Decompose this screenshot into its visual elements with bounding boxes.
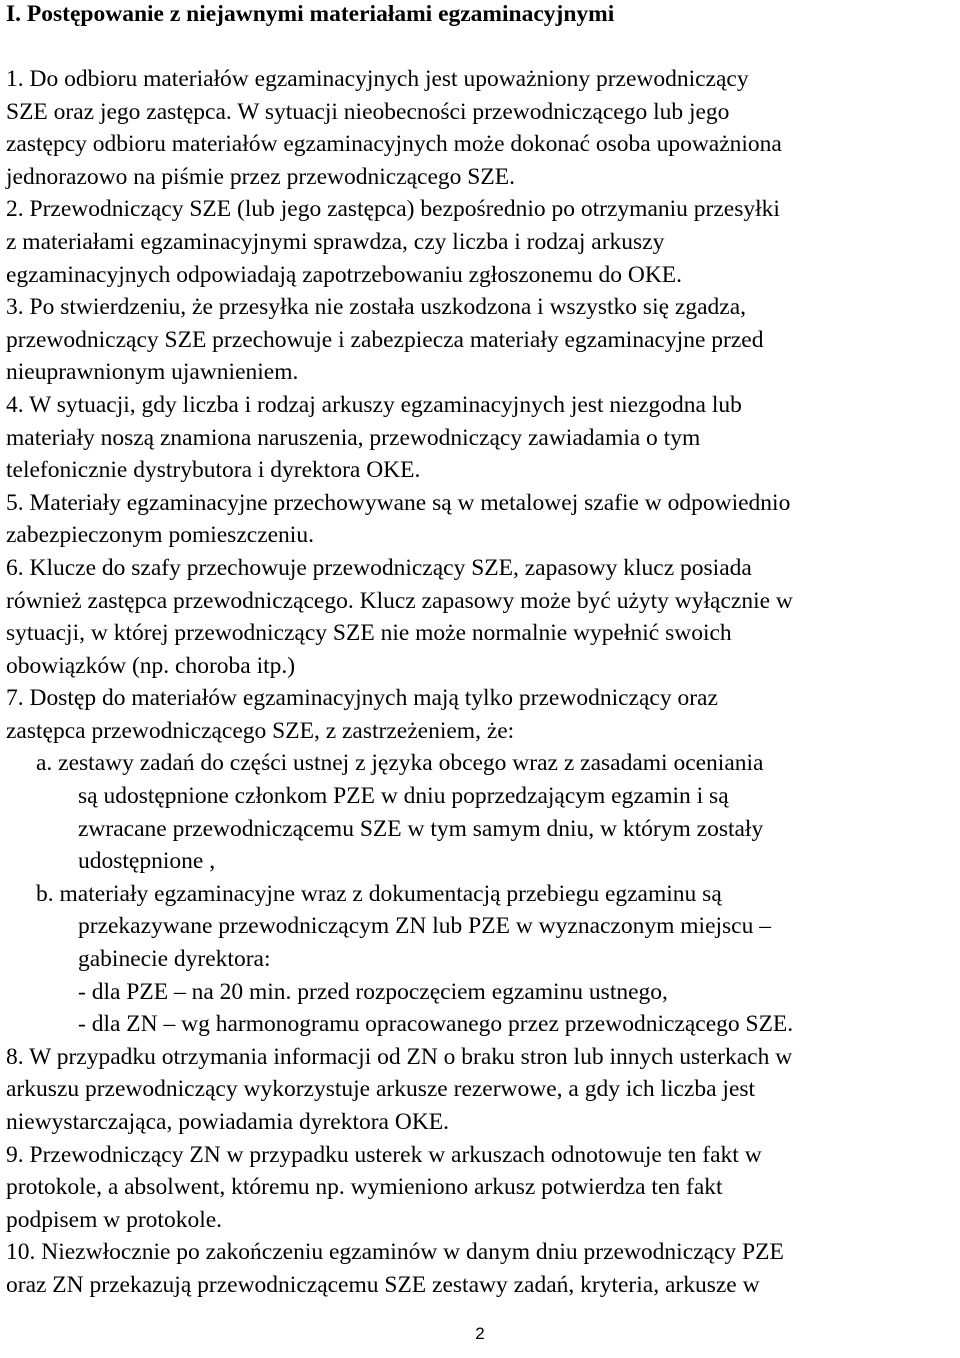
text-line: oraz ZN przekazują przewodniczącemu SZE zestawy zadań, kryteria, arkusze w	[6, 1271, 760, 1298]
text-line: 8. W przypadku otrzymania informacji od ZN o braku stron lub innych usterkach w	[6, 1043, 793, 1070]
section-heading: I. Postępowanie z niejawnymi materiałami egzaminacyjnymi	[6, 1, 615, 27]
text-line: egzaminacyjnych odpowiadają zapotrzebowaniu zgłoszonemu do OKE.	[6, 261, 683, 288]
text-line: 6. Klucze do szafy przechowuje przewodniczący SZE, zapasowy klucz posiada	[6, 554, 752, 581]
text-line: zwracane przewodniczącemu SZE w tym samym dniu, w którym zostały	[78, 815, 764, 842]
text-line: telefonicznie dystrybutora i dyrektora OKE.	[6, 457, 421, 484]
text-line: - dla ZN – wg harmonogramu opracowanego przez przewodniczącego SZE.	[78, 1011, 794, 1038]
text-line: 4. W sytuacji, gdy liczba i rodzaj arkuszy egzaminacyjnych jest niezgodna lub	[6, 391, 742, 418]
text-line: również zastępca przewodniczącego. Klucz zapasowy może być użyty wyłącznie w	[6, 587, 793, 614]
text-line: przewodniczący SZE przechowuje i zabezpiecza materiały egzaminacyjne przed	[6, 326, 764, 353]
text-line: 2. Przewodniczący SZE (lub jego zastępca) bezpośrednio po otrzymaniu przesyłki	[6, 196, 780, 223]
text-line: 10. Niezwłocznie po zakończeniu egzaminów w danym dniu przewodniczący PZE	[6, 1239, 784, 1266]
text-line: - dla PZE – na 20 min. przed rozpoczęciem egzaminu ustnego,	[78, 978, 668, 1005]
text-line: nieuprawnionym ujawnieniem.	[6, 359, 299, 386]
text-line: zastępca przewodniczącego SZE, z zastrzeżeniem, że:	[6, 717, 515, 744]
text-line: sytuacji, w której przewodniczący SZE nie może normalnie wypełnić swoich	[6, 620, 732, 647]
text-line: z materiałami egzaminacyjnymi sprawdza, czy liczba i rodzaj arkuszy	[6, 228, 665, 255]
sublist-item-a: a. zestawy zadań do części ustnej z języka obcego wraz z zasadami oceniania	[36, 750, 764, 777]
text-line: protokole, a absolwent, któremu np. wymieniono arkusz potwierdza ten fakt	[6, 1174, 723, 1201]
text-line: 9. Przewodniczący ZN w przypadku usterek w arkuszach odnotowuje ten fakt w	[6, 1141, 762, 1168]
text-line: arkuszu przewodniczący wykorzystuje arkusze rezerwowe, a gdy ich liczba jest	[6, 1076, 756, 1103]
text-line: przekazywane przewodniczącym ZN lub PZE w wyznaczonym miejscu –	[78, 913, 771, 940]
text-line: 3. Po stwierdzeniu, że przesyłka nie została uszkodzona i wszystko się zgadza,	[6, 294, 747, 321]
text-line: są udostępnione członkom PZE w dniu poprzedzającym egzamin i są	[78, 783, 729, 810]
document-body	[6, 63, 958, 1302]
text-line: zastępcy odbioru materiałów egzaminacyjnych może dokonać osoba upoważniona	[6, 131, 782, 158]
text-line: materiały noszą znamiona naruszenia, przewodniczący zawiadamia o tym	[6, 424, 701, 451]
text-line: udostępnione ,	[78, 848, 216, 875]
text-line: 1. Do odbioru materiałów egzaminacyjnych jest upoważniony przewodniczący	[6, 66, 749, 92]
page-number: 2	[475, 1324, 485, 1343]
document-page	[6, 0, 958, 1302]
text-line: SZE oraz jego zastępca. W sytuacji nieobecności przewodniczącego lub jego	[6, 98, 730, 125]
text-line: zabezpieczonym pomieszczeniu.	[6, 522, 314, 549]
text-line: 5. Materiały egzaminacyjne przechowywane są w metalowej szafie w odpowiednio	[6, 489, 791, 516]
text-line: gabinecie dyrektora:	[78, 946, 271, 973]
text-line: obowiązków (np. choroba itp.)	[6, 652, 296, 679]
text-line: 7. Dostęp do materiałów egzaminacyjnych mają tylko przewodniczący oraz	[6, 685, 718, 712]
text-line: niewystarczająca, powiadamia dyrektora OKE.	[6, 1109, 450, 1135]
text-line: jednorazowo na piśmie przez przewodniczącego SZE.	[6, 163, 515, 190]
text-line: podpisem w protokole.	[6, 1206, 223, 1233]
sublist-item-b: b. materiały egzaminacyjne wraz z dokumentacją przebiegu egzaminu są	[36, 880, 722, 907]
